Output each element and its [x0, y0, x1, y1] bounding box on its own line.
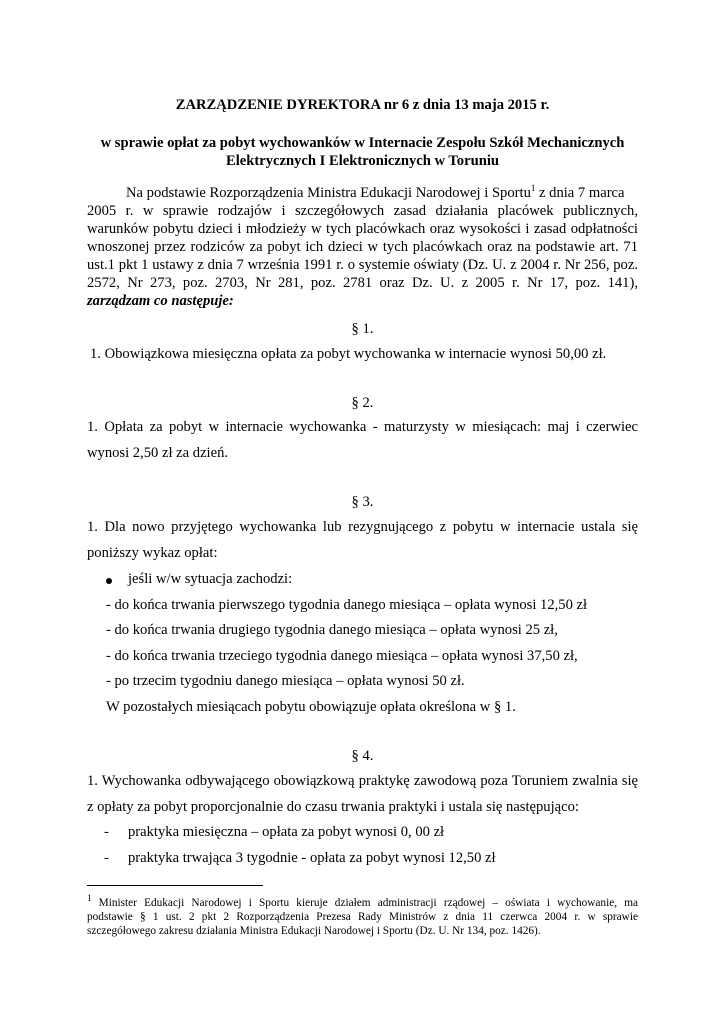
preamble-line3: warunków pobytu dzieci i młodzieży w tych placówkach oraz wysokości i zasad odpłatności [87, 221, 638, 237]
preamble-line1-text: Na podstawie Rozporządzenia Ministra Edukacji Narodowej i Sportu [126, 185, 531, 201]
bullet-icon [106, 578, 112, 584]
footnote-number: 1 [87, 893, 92, 904]
footnote-line1 [87, 893, 638, 909]
section-3-item-2: - do końca trwania drugiego tygodnia danego miesiąca – opłata wynosi 25 zł, [106, 622, 558, 638]
footnote-line1-text: Minister Edukacji Narodowej i Sportu kieruje działem administracji rządowej – oświata i wychowanie, ma [91, 897, 638, 909]
preamble-line1 [126, 185, 625, 202]
section-4-item-1: praktyka miesięczna – opłata za pobyt wynosi 0, 00 zł [128, 824, 445, 840]
footnote-separator [87, 885, 263, 886]
section-3-bullet-text: jeśli w/w sytuacja zachodzi: [128, 571, 293, 587]
section-1-heading: § 1. [351, 321, 374, 337]
section-1-text: 1. Obowiązkowa miesięczna opłata za pobyt wychowanka w internacie wynosi 50,00 zł. [90, 346, 607, 362]
section-4-heading: § 4. [351, 748, 374, 764]
footnote-reference: 1 [530, 183, 536, 194]
document-subtitle-line2: Elektrycznych I Elektronicznych w Toruniu [226, 153, 499, 169]
section-3-line1: 1. Dla nowo przyjętego wychowanka lub rezygnującego z pobytu w internacie ustala się [87, 519, 638, 535]
preamble-line2: 2005 r. w sprawie rodzajów i szczegółowych zasad działania placówek publicznych, [87, 203, 638, 219]
preamble-line4: wnoszonej przez rodziców za pobyt ich dzieci w tych placówkach oraz na podstawie art. 71 [87, 239, 638, 255]
section-3-line2: poniższy wykaz opłat: [87, 545, 218, 561]
section-3-item-4: - po trzecim tygodniu danego miesiąca – opłata wynosi 50 zł. [106, 673, 465, 689]
section-2-line2: wynosi 2,50 zł za dzień. [87, 445, 229, 461]
preamble-line6: 2572, Nr 273, poz. 2703, Nr 281, poz. 2781 oraz Dz. U. z 2005 r. Nr 17, poz. 141), [87, 275, 638, 291]
preamble-line5: ust.1 pkt 1 ustawy z dnia 7 września 1991 r. o systemie oświaty (Dz. U. z 2004 r. Nr 256, poz. [87, 257, 638, 273]
footnote-line3: szczegółowego zakresu działania Ministra Edukacji Narodowej i Sportu (Dz. U. Nr 134, poz. 1426). [87, 925, 541, 937]
preamble-line1-end: z dnia 7 marca [535, 185, 625, 201]
dash-marker: - [104, 850, 109, 866]
section-2-line1: 1. Opłata za pobyt w internacie wychowanka - maturzysty w miesiącach: maj i czerwiec [87, 419, 638, 435]
section-2-heading: § 2. [351, 395, 374, 411]
section-3-closing: W pozostałych miesiącach pobytu obowiązuje opłata określona w § 1. [106, 699, 516, 715]
footnote-line2: podstawie § 1 ust. 2 pkt 2 Rozporządzenia Prezesa Rady Ministrów z dnia 11 czerwca 2004 r. w sprawie [87, 911, 638, 923]
section-4-item-2: praktyka trwająca 3 tygodnie - opłata za pobyt wynosi 12,50 zł [128, 850, 496, 866]
document-title: ZARZĄDZENIE DYREKTORA nr 6 z dnia 13 maja 2015 r. [175, 97, 550, 113]
document-subtitle-line1: w sprawie opłat za pobyt wychowanków w Internacie Zespołu Szkół Mechanicznych [100, 135, 625, 151]
section-3-heading: § 3. [351, 494, 374, 510]
decree-phrase: zarządzam co następuje: [87, 293, 234, 309]
dash-marker: - [104, 824, 109, 840]
section-4-line1: 1. Wychowanka odbywającego obowiązkową praktykę zawodową poza Toruniem zwalnia się [87, 773, 638, 789]
section-3-item-1: - do końca trwania pierwszego tygodnia danego miesiąca – opłata wynosi 12,50 zł [106, 597, 588, 613]
section-3-item-3: - do końca trwania trzeciego tygodnia danego miesiąca – opłata wynosi 37,50 zł, [106, 648, 578, 664]
section-4-line2: z opłaty za pobyt proporcjonalnie do czasu trwania praktyki i ustala się następująco: [87, 799, 579, 815]
